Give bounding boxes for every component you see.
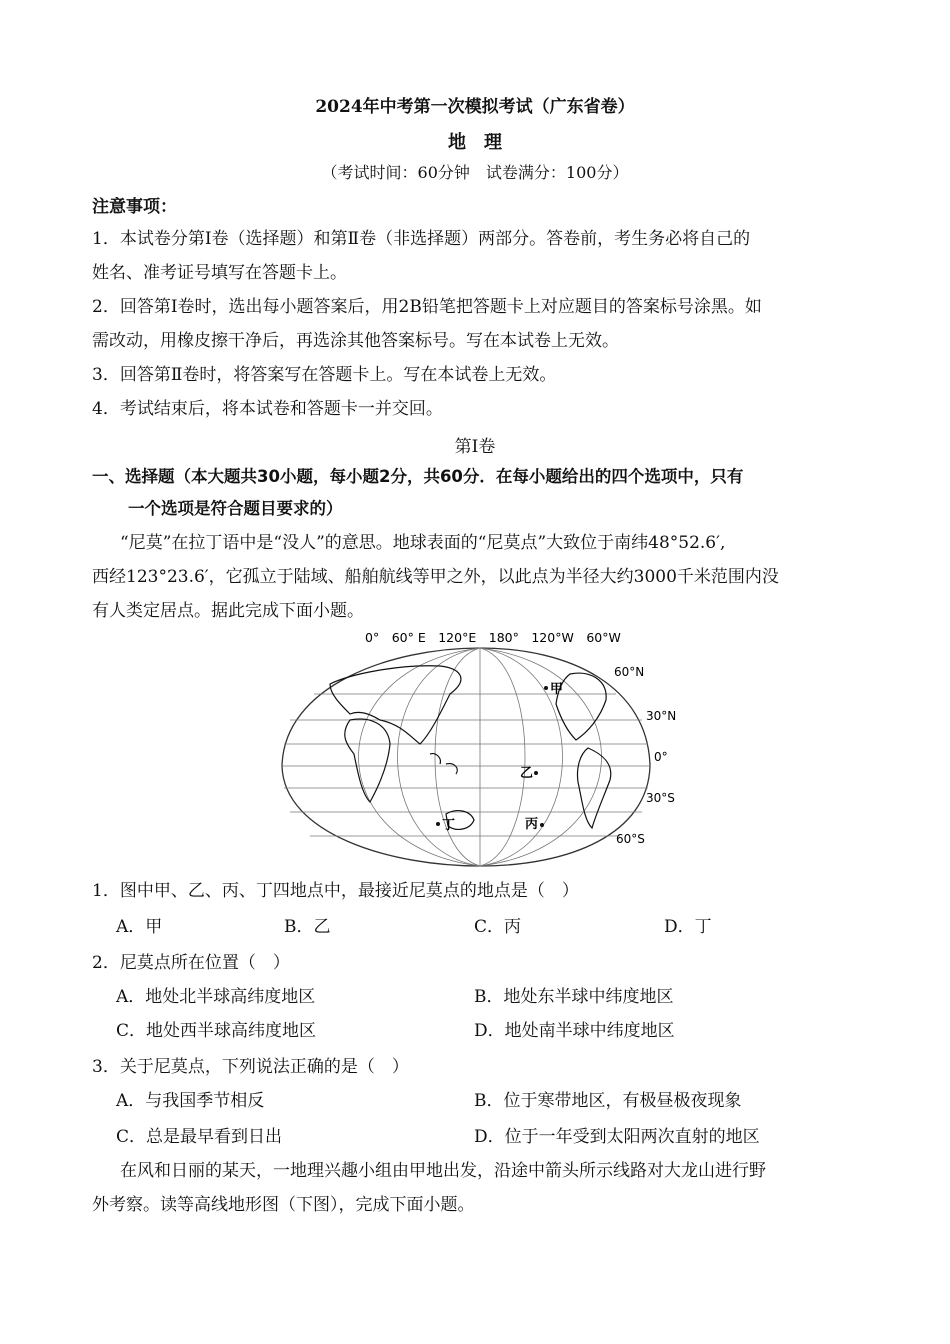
note-3: 3．回答第Ⅱ卷时，将答案写在答题卡上。写在本试卷上无效。 <box>92 365 557 385</box>
q3-option-d[interactable]: D．位于一年受到太阳两次直射的地区 <box>474 1127 760 1147</box>
point-jia-label: 甲 <box>550 682 564 697</box>
passage-1-line-2: 西经123°23.6′，它孤立于陆域、船舶航线等甲之外，以此点为半径大约3000千米范围内没 <box>92 567 779 587</box>
point-ding-dot <box>436 822 440 826</box>
q2-option-c[interactable]: C．地处西半球高纬度地区 <box>116 1021 317 1041</box>
lat-label-30s: 30°S <box>646 791 675 805</box>
world-map-figure <box>270 624 690 874</box>
lat-label-60s: 60°S <box>616 832 645 846</box>
q1-option-d[interactable]: D．丁 <box>664 917 712 937</box>
lat-label-60n: 60°N <box>614 665 645 679</box>
exam-time-info: （考试时间：60分钟 试卷满分：100分） <box>321 163 629 182</box>
notes-heading: 注意事项： <box>92 197 177 217</box>
note-1a: 1．本试卷分第Ⅰ卷（选择题）和第Ⅱ卷（非选择题）两部分。答卷前，考生务必将自己的 <box>92 229 751 249</box>
q3-stem: 3．关于尼莫点，下列说法正确的是（ ） <box>92 1057 409 1077</box>
map-latitude-labels <box>614 665 676 846</box>
lat-label-0: 0° <box>654 750 668 764</box>
point-jia-dot <box>544 686 548 690</box>
q3-option-c[interactable]: C．总是最早看到日出 <box>116 1127 283 1147</box>
point-bing-label: 丙 <box>525 817 539 832</box>
q1-stem: 1．图中甲、乙、丙、丁四地点中，最接近尼莫点的地点是（ ） <box>92 881 579 901</box>
q2-option-b[interactable]: B．地处东半球中纬度地区 <box>474 987 674 1007</box>
q2-option-d[interactable]: D．地处南半球中纬度地区 <box>474 1021 675 1041</box>
subject-title: 地 理 <box>448 132 502 153</box>
q3-option-a[interactable]: A．与我国季节相反 <box>116 1091 265 1111</box>
section-heading-cont: 一个选项是符合题目要求的） <box>128 499 343 518</box>
q1-option-a[interactable]: A．甲 <box>116 917 163 937</box>
note-4: 4．考试结束后，将本试卷和答题卡一并交回。 <box>92 399 443 419</box>
lat-label-30n: 30°N <box>646 709 677 723</box>
passage-1-line-3: 有人类定居点。据此完成下面小题。 <box>92 601 364 621</box>
passage-2-line-2: 外考察。读等高线地形图（下图），完成下面小题。 <box>92 1195 475 1215</box>
note-1b: 姓名、准考证号填写在答题卡上。 <box>92 263 347 283</box>
q2-option-a[interactable]: A．地处北半球高纬度地区 <box>116 987 316 1007</box>
part-1-label: 第Ⅰ卷 <box>454 437 496 457</box>
q2-stem: 2．尼莫点所在位置（ ） <box>92 953 290 973</box>
point-bing-dot <box>540 823 544 827</box>
point-ding-label: 丁 <box>442 818 456 833</box>
section-heading: 一、选择题（本大题共30小题，每小题2分，共60分．在每小题给出的四个选项中，只有 <box>92 467 744 486</box>
exam-title: 2024年中考第一次模拟考试（广东省卷） <box>315 97 635 117</box>
point-yi-dot <box>534 771 538 775</box>
point-yi-label: 乙 <box>520 766 534 781</box>
passage-2-line-1: 在风和日丽的某天，一地理兴趣小组由甲地出发，沿途中箭头所示线路对大龙山进行野 <box>120 1161 766 1181</box>
note-2b: 需改动，用橡皮擦干净后，再选涂其他答案标号。写在本试卷上无效。 <box>92 331 619 351</box>
q1-option-b[interactable]: B．乙 <box>284 917 331 937</box>
map-longitude-labels: 0° 60° E 120°E 180° 120°W 60°W <box>365 630 621 645</box>
q3-option-b[interactable]: B．位于寒带地区，有极昼极夜现象 <box>474 1091 742 1111</box>
note-2a: 2．回答第Ⅰ卷时，选出每小题答案后，用2B铅笔把答题卡上对应题目的答案标号涂黑。如 <box>92 297 762 317</box>
passage-1-line-1: “尼莫”在拉丁语中是“没人”的意思。地球表面的“尼莫点”大致位于南纬48°52.6′, <box>120 533 726 553</box>
q1-option-c[interactable]: C．丙 <box>474 917 522 937</box>
